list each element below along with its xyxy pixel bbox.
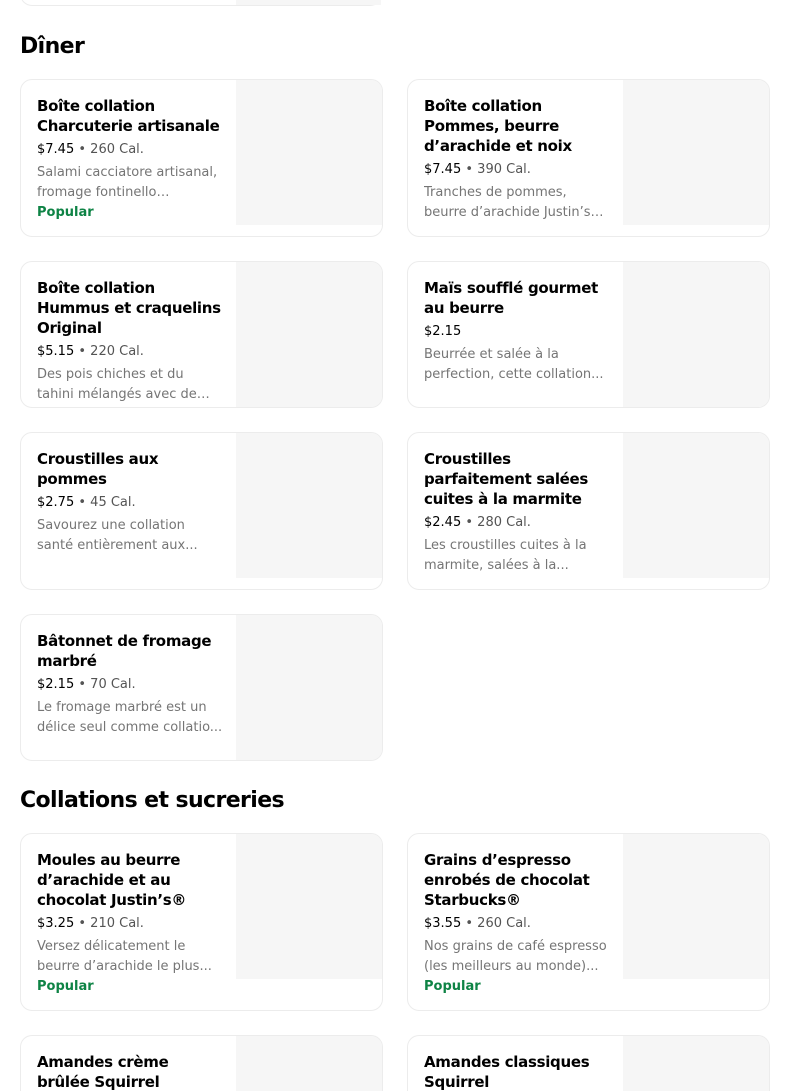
item-thumbnail	[623, 80, 769, 225]
item-price: $2.15	[37, 677, 75, 692]
item-calories: 390 Cal.	[477, 162, 531, 177]
item-name: Grains d’espresso enrobés de chocolat Starbucks®	[424, 851, 590, 909]
price-separator: •	[78, 677, 87, 692]
item-description: Salami cacciatore artisanal, fromage fontinello	[37, 165, 218, 200]
item-calories: 220 Cal.	[90, 344, 144, 359]
item-thumbnail	[236, 615, 382, 760]
item-name: Moules au beurre d’arachide et au chocolat Justin’s®	[37, 851, 187, 909]
item-calories: 280 Cal.	[477, 515, 531, 530]
menu-item-card[interactable]	[20, 614, 383, 761]
item-description: Savourez une collation santé entièrement aux...	[37, 518, 198, 553]
item-thumbnail	[623, 262, 769, 407]
item-description: Versez délicatement le beurre d’arachide le plus...	[37, 939, 212, 974]
menu-item-card-partial[interactable]	[20, 0, 382, 6]
menu-item-card[interactable]	[20, 1035, 383, 1091]
item-price: $5.15	[37, 344, 75, 359]
item-name: Maïs soufflé gourmet au beurre	[424, 279, 598, 317]
popular-badge: Popular	[424, 979, 481, 994]
menu-item-card[interactable]	[407, 833, 770, 1011]
item-price-calories	[37, 676, 223, 694]
menu-item-card[interactable]	[20, 79, 383, 237]
item-thumbnail	[236, 0, 381, 5]
item-description: Des pois chiches et du tahini mélangés avec de	[37, 367, 197, 402]
menu-item-card[interactable]	[407, 432, 770, 590]
price-separator: •	[78, 142, 87, 157]
item-thumbnail	[236, 433, 382, 578]
item-price-calories	[424, 323, 610, 341]
item-price: $2.15	[424, 324, 462, 339]
item-price: $7.45	[37, 142, 75, 157]
item-name: Bâtonnet de fromage marbré	[37, 632, 212, 670]
item-name: Boîte collation Charcuterie artisanale	[37, 97, 220, 135]
item-price-calories	[37, 141, 223, 159]
popular-badge: Popular	[37, 979, 94, 994]
item-thumbnail	[623, 1036, 769, 1091]
price-separator: •	[465, 162, 474, 177]
menu-item-card[interactable]	[20, 432, 383, 590]
item-price: $3.25	[37, 916, 75, 931]
item-calories: 70 Cal.	[90, 677, 136, 692]
item-price-calories	[424, 161, 610, 179]
item-price-calories	[37, 915, 223, 933]
item-calories: 210 Cal.	[90, 916, 144, 931]
item-thumbnail	[236, 80, 382, 225]
item-name: Croustilles parfaitement salées cuites à la marmite	[424, 450, 589, 508]
price-separator: •	[465, 515, 474, 530]
popular-badge: Popular	[37, 205, 94, 220]
section-title-collations: Collations et sucreries	[20, 788, 285, 813]
menu-item-card[interactable]	[20, 261, 383, 408]
item-name: Amandes classiques Squirrel	[424, 1053, 590, 1091]
item-price-calories	[424, 514, 610, 532]
item-description: Tranches de pommes, beurre d’arachide Justin’s	[424, 185, 591, 220]
item-price-calories	[37, 494, 223, 512]
item-description: Nos grains de café espresso (les meilleurs au monde)...	[424, 939, 607, 974]
item-price: $7.45	[424, 162, 462, 177]
item-name: Boîte collation Pommes, beurre d’arachide et noix	[424, 97, 572, 155]
item-price-calories	[37, 343, 223, 361]
section-title-diner: Dîner	[20, 34, 85, 59]
item-description: Les croustilles cuites à la marmite, salées à la...	[424, 538, 587, 573]
item-price: $2.75	[37, 495, 75, 510]
item-price: $3.55	[424, 916, 462, 931]
menu-item-card[interactable]	[407, 79, 770, 237]
menu-item-card[interactable]	[407, 261, 770, 408]
item-thumbnail	[236, 834, 382, 979]
item-thumbnail	[236, 262, 382, 407]
item-calories: 260 Cal.	[477, 916, 531, 931]
item-thumbnail	[236, 1036, 382, 1091]
menu-item-card[interactable]	[407, 1035, 770, 1091]
item-name: Amandes crème brûlée Squirrel	[37, 1053, 169, 1091]
menu-item-card[interactable]	[20, 833, 383, 1011]
item-calories: 45 Cal.	[90, 495, 136, 510]
price-separator: •	[465, 916, 474, 931]
item-price-calories	[424, 915, 610, 933]
price-separator: •	[78, 344, 87, 359]
item-thumbnail	[623, 834, 769, 979]
item-description: Le fromage marbré est un délice seul comme collatio...	[37, 700, 223, 735]
item-description: Beurrée et salée à la perfection, cette collation...	[424, 347, 604, 382]
item-name: Croustilles aux pommes	[37, 450, 159, 488]
price-separator: •	[78, 916, 87, 931]
item-price: $2.45	[424, 515, 462, 530]
item-thumbnail	[623, 433, 769, 578]
item-calories: 260 Cal.	[90, 142, 144, 157]
price-separator: •	[78, 495, 87, 510]
item-name: Boîte collation Hummus et craquelins Original	[37, 279, 221, 337]
